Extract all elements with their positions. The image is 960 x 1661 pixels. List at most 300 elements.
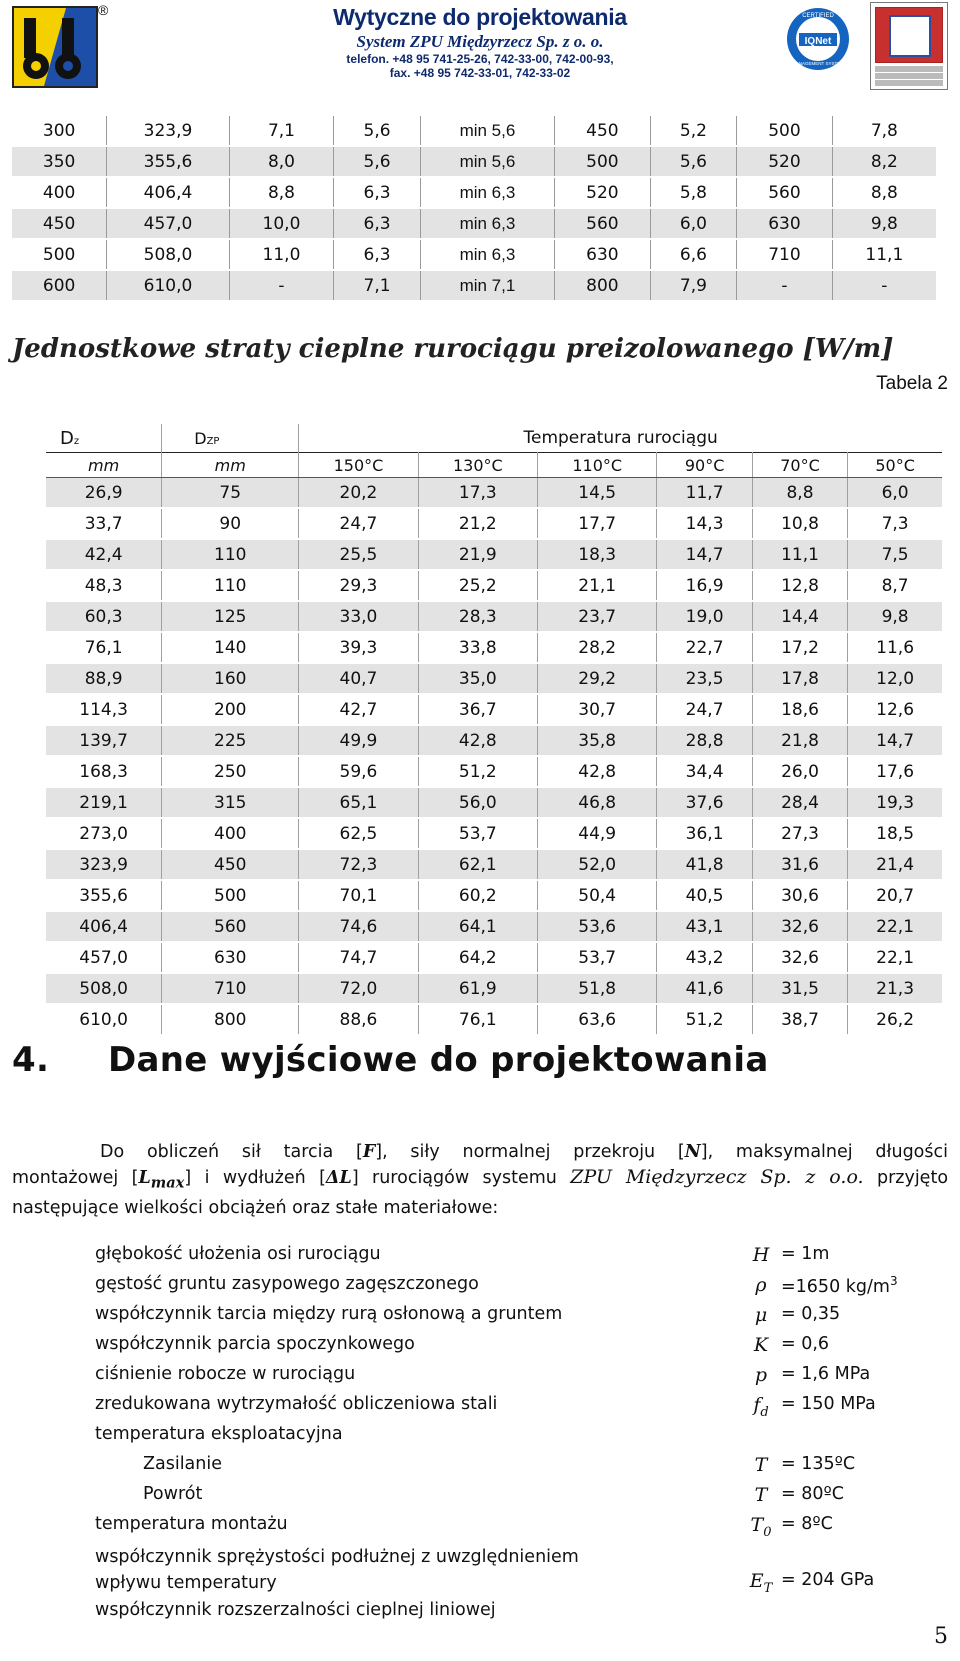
table-cell: 323,9 [46, 849, 162, 880]
table-cell: 28,2 [538, 632, 657, 663]
table-cell: 400 [12, 177, 107, 208]
table-cell: 19,0 [657, 601, 752, 632]
table-cell: 27,3 [752, 818, 847, 849]
table-cell: 219,1 [46, 787, 162, 818]
table-cell: 20,7 [848, 880, 942, 911]
table-cell: min 6,3 [420, 208, 554, 239]
table-cell: 5,6 [650, 146, 737, 177]
table-row [12, 208, 936, 239]
table-cell: 710 [162, 973, 299, 1004]
table-cell: 6,0 [848, 478, 942, 509]
table-cell: 40,5 [657, 880, 752, 911]
parameter-symbol: K [753, 1334, 769, 1356]
table-row [46, 880, 942, 911]
table-cell: 110 [162, 539, 299, 570]
table-cell: 14,3 [657, 508, 752, 539]
table-cell: 8,0 [229, 146, 334, 177]
table-cell: 33,7 [46, 508, 162, 539]
table-cell: 140 [162, 632, 299, 663]
table-cell: 12,0 [848, 663, 942, 694]
table-cell: 75 [162, 478, 299, 509]
table-cell: 14,7 [848, 725, 942, 756]
table-cell: 225 [162, 725, 299, 756]
certificate-fine-print [875, 65, 943, 87]
table-cell: 630 [162, 942, 299, 973]
parameter-row [95, 1300, 955, 1330]
table-cell: min 5,6 [420, 116, 554, 146]
parameter-row [95, 1330, 955, 1360]
table-cell: 37,6 [657, 787, 752, 818]
page-header [0, 0, 960, 92]
section-number: 4. [12, 1040, 50, 1080]
table-cell: 7,9 [650, 270, 737, 301]
parameter-value: = 0,35 [781, 1304, 841, 1324]
table-cell: 200 [162, 694, 299, 725]
parameter-value: =1650 $kg/m^3$ [781, 1274, 898, 1297]
table-cell: 6,6 [650, 239, 737, 270]
table-cell: 76,1 [46, 632, 162, 663]
table-row [46, 570, 942, 601]
unit-cell: 90°C [657, 453, 752, 478]
table-cell: 39,3 [299, 632, 418, 663]
table-cell: 8,8 [229, 177, 334, 208]
table-cell: 9,8 [832, 208, 936, 239]
table-row [46, 601, 942, 632]
table-cell: 38,7 [752, 1004, 847, 1035]
table-cell: 70,1 [299, 880, 418, 911]
parameter-row [95, 1480, 955, 1510]
table-cell: 9,8 [848, 601, 942, 632]
table-cell: 74,7 [299, 942, 418, 973]
zpu-logo-icon [14, 8, 96, 86]
iqnet-badge-label: IQNet [804, 36, 832, 47]
parameter-value: = 1m [781, 1244, 830, 1264]
table-cell: min 5,6 [420, 146, 554, 177]
table-cell: 11,7 [657, 478, 752, 509]
table-cell: 17,7 [538, 508, 657, 539]
table-cell: 8,8 [832, 177, 936, 208]
table-row [46, 539, 942, 570]
table-cell: min 7,1 [420, 270, 554, 301]
section-title: Dane wyjściowe do projektowania [108, 1040, 769, 1080]
parameter-symbol: p [754, 1364, 768, 1386]
parameter-symbol: ρ [755, 1274, 767, 1296]
parameter-label: współczynnik tarcia między rurą osłonową a gruntem [95, 1304, 563, 1324]
table-cell: 32,6 [752, 942, 847, 973]
table-cell: 24,7 [657, 694, 752, 725]
table-cell: 26,2 [848, 1004, 942, 1035]
table-cell: 560 [555, 208, 651, 239]
table-cell: 25,5 [299, 539, 418, 570]
table-cell: 18,3 [538, 539, 657, 570]
parameter-symbol: T [754, 1484, 768, 1506]
table-row [46, 973, 942, 1004]
table-cell: 14,7 [657, 539, 752, 570]
table-cell: 508,0 [107, 239, 230, 270]
table-cell: 7,1 [334, 270, 421, 301]
table-cell: 457,0 [107, 208, 230, 239]
table-cell: 12,6 [848, 694, 942, 725]
unit-cell: 130°C [418, 453, 537, 478]
intro-paragraph: Do obliczeń sił tarcia [F], siły normalnej przekroju [N], maksymalnej długości montażowej $[L_{max}]$ i wydłużeń [ΔL] rurociągów systemu ZPU Międzyrzecz Sp. z o.o. przyjęto następujące wielkości obciążeń oraz stałe materiałowe: [12, 1142, 949, 1218]
table-cell: 8,8 [752, 478, 847, 509]
table-row [12, 116, 936, 146]
table-cell: 88,9 [46, 663, 162, 694]
table-cell: 30,7 [538, 694, 657, 725]
table-cell: 72,3 [299, 849, 418, 880]
table-cell: 33,8 [418, 632, 537, 663]
table-row [12, 146, 936, 177]
table-cell: 35,0 [418, 663, 537, 694]
table-cell: 17,2 [752, 632, 847, 663]
table-cell: 10,0 [229, 208, 334, 239]
table-cell: 28,8 [657, 725, 752, 756]
table-cell: 7,8 [832, 116, 936, 146]
table-cell: 355,6 [107, 146, 230, 177]
unit-cell: 150°C [299, 453, 418, 478]
table-cell: 7,3 [848, 508, 942, 539]
table-cell: 56,0 [418, 787, 537, 818]
table-cell: 8,7 [848, 570, 942, 601]
dzp-header: DZP [162, 424, 299, 453]
table-cell: 35,8 [538, 725, 657, 756]
parameter-label: Zasilanie [143, 1454, 222, 1474]
table-cell: 8,2 [832, 146, 936, 177]
table-cell: 63,6 [538, 1004, 657, 1035]
iqnet-ring-text: CERTIFIED [802, 13, 834, 19]
table-cell: 250 [162, 756, 299, 787]
table-cell: 14,4 [752, 601, 847, 632]
company-name: System ZPU Międzyrzecz Sp. z o. o. [356, 32, 604, 51]
table-cell: - [832, 270, 936, 301]
table-cell: 42,7 [299, 694, 418, 725]
parameter-value: = 80ºC [781, 1484, 844, 1504]
table-cell: 19,3 [848, 787, 942, 818]
table-cell: 350 [12, 146, 107, 177]
table-cell: 21,1 [538, 570, 657, 601]
table-cell: 125 [162, 601, 299, 632]
table-cell: 457,0 [46, 942, 162, 973]
table-cell: 60,3 [46, 601, 162, 632]
table-cell: 62,5 [299, 818, 418, 849]
system-certificate-badge [870, 2, 948, 90]
table-row [46, 1004, 942, 1035]
table-cell: 17,3 [418, 478, 537, 509]
parameter-value: = 1,6 MPa [781, 1364, 871, 1384]
parameter-label: współczynnik sprężystości podłużnej z uwzględnieniem wpływu temperatury [95, 1547, 579, 1593]
parameter-label: Powrót [143, 1484, 203, 1504]
parameter-row [95, 1270, 955, 1300]
table-cell: 72,0 [299, 973, 418, 1004]
table-cell: 43,2 [657, 942, 752, 973]
table-cell: 5,6 [334, 116, 421, 146]
design-parameters-list [95, 1240, 955, 1626]
table-cell: 59,6 [299, 756, 418, 787]
table-cell: 51,2 [418, 756, 537, 787]
table-cell: 41,6 [657, 973, 752, 1004]
table-cell: 49,9 [299, 725, 418, 756]
units-row [46, 453, 942, 478]
table-cell: 53,7 [418, 818, 537, 849]
parameter-value: = 8ºC [781, 1514, 833, 1534]
parameter-label: temperatura eksploatacyjna [95, 1424, 343, 1444]
table-cell: 29,2 [538, 663, 657, 694]
table-cell: 450 [12, 208, 107, 239]
table-cell: 168,3 [46, 756, 162, 787]
table-cell: 46,8 [538, 787, 657, 818]
table-cell: 18,6 [752, 694, 847, 725]
table-cell: 64,2 [418, 942, 537, 973]
table-cell: 7,5 [848, 539, 942, 570]
table-row [12, 270, 936, 301]
table-cell: 16,9 [657, 570, 752, 601]
table-cell: 25,2 [418, 570, 537, 601]
parameter-row [95, 1240, 955, 1270]
heat-loss-table [46, 424, 942, 1036]
table-cell: 21,4 [848, 849, 942, 880]
table-cell: 520 [555, 177, 651, 208]
table-cell: 6,0 [650, 208, 737, 239]
parameter-label: ciśnienie robocze w rurociągu [95, 1364, 356, 1384]
table-cell: 76,1 [418, 1004, 537, 1035]
table-cell: 30,6 [752, 880, 847, 911]
table-cell: 34,4 [657, 756, 752, 787]
table-cell: 61,9 [418, 973, 537, 1004]
table-cell: 110 [162, 570, 299, 601]
table-cell: 273,0 [46, 818, 162, 849]
table-cell: 17,8 [752, 663, 847, 694]
table-cell: 22,1 [848, 911, 942, 942]
table-cell: 21,3 [848, 973, 942, 1004]
table-cell: 14,5 [538, 478, 657, 509]
table-cell: 43,1 [657, 911, 752, 942]
table-cell: 560 [737, 177, 833, 208]
table-cell: 33,0 [299, 601, 418, 632]
table-cell: 400 [162, 818, 299, 849]
table-cell: - [737, 270, 833, 301]
table-cell: 24,7 [299, 508, 418, 539]
table-cell: 28,4 [752, 787, 847, 818]
table-cell: 29,3 [299, 570, 418, 601]
table-cell: 300 [12, 116, 107, 146]
table-cell: 42,8 [418, 725, 537, 756]
table-cell: 17,6 [848, 756, 942, 787]
table-cell: 23,7 [538, 601, 657, 632]
heat-loss-heading: Jednostkowe straty cieplne rurociągu preizolowanego [W/m] [12, 334, 894, 364]
table-cell: 10,8 [752, 508, 847, 539]
table-cell: 11,0 [229, 239, 334, 270]
table-cell: 36,1 [657, 818, 752, 849]
table-cell: 52,0 [538, 849, 657, 880]
table-row [46, 787, 942, 818]
table-cell: 22,7 [657, 632, 752, 663]
parameter-label: temperatura montażu [95, 1514, 288, 1534]
pipe-dimensions-table [12, 116, 936, 302]
dz-header: Dz [46, 424, 162, 453]
table-cell: 630 [555, 239, 651, 270]
table-cell: 139,7 [46, 725, 162, 756]
parameter-row [95, 1360, 955, 1390]
temperature-header: Temperatura rurociągu [523, 428, 718, 448]
table-cell: 90 [162, 508, 299, 539]
parameter-value: = 150 MPa [781, 1394, 876, 1414]
table-cell: 610,0 [46, 1004, 162, 1035]
table-cell: 28,3 [418, 601, 537, 632]
table-cell: 53,6 [538, 911, 657, 942]
unit-cell: mm [46, 453, 162, 478]
table-cell: 18,5 [848, 818, 942, 849]
table-cell: 560 [162, 911, 299, 942]
table-cell: 48,3 [46, 570, 162, 601]
table-label: Tabela 2 [876, 373, 948, 394]
parameter-row [95, 1596, 955, 1626]
table-cell: 26,9 [46, 478, 162, 509]
parameter-row [95, 1390, 955, 1420]
table-cell: 64,1 [418, 911, 537, 942]
unit-cell: 110°C [538, 453, 657, 478]
table-cell: 323,9 [107, 116, 230, 146]
table-cell: 31,5 [752, 973, 847, 1004]
registered-mark: ® [98, 2, 109, 18]
parameter-symbol: $E_T$ [749, 1570, 773, 1596]
table-cell: 6,3 [334, 239, 421, 270]
table-row [46, 849, 942, 880]
table-cell: 62,1 [418, 849, 537, 880]
unit-cell: 70°C [752, 453, 847, 478]
table-cell: 500 [737, 116, 833, 146]
table-cell: 23,5 [657, 663, 752, 694]
parameter-row [95, 1510, 955, 1540]
section-4-heading [12, 1040, 769, 1080]
table-cell: 114,3 [46, 694, 162, 725]
table-cell: 65,1 [299, 787, 418, 818]
parameter-value: = 135ºC [781, 1454, 856, 1474]
table-row [46, 663, 942, 694]
parameter-symbol: $f_d$ [753, 1394, 769, 1420]
parameter-value: = 0,6 [781, 1334, 830, 1354]
table-row [46, 911, 942, 942]
table-cell: 36,7 [418, 694, 537, 725]
table-cell: 12,8 [752, 570, 847, 601]
table-cell: 500 [555, 146, 651, 177]
table-cell: 21,9 [418, 539, 537, 570]
table-cell: 11,6 [848, 632, 942, 663]
table-cell: 88,6 [299, 1004, 418, 1035]
table-cell: 21,8 [752, 725, 847, 756]
table-cell: 450 [555, 116, 651, 146]
table-cell: 51,8 [538, 973, 657, 1004]
table-cell: 6,3 [334, 177, 421, 208]
table-row [46, 818, 942, 849]
document-title: Wytyczne do projektowania [333, 4, 627, 30]
table-cell: 40,7 [299, 663, 418, 694]
table-cell: 20,2 [299, 478, 418, 509]
table-cell: 11,1 [752, 539, 847, 570]
table-cell: 500 [162, 880, 299, 911]
table-cell: - [229, 270, 334, 301]
parameter-label: gęstość gruntu zasypowego zagęszczonego [95, 1274, 479, 1294]
certificate-eagle-icon [889, 15, 931, 57]
table-header-row [46, 424, 942, 453]
company-logo [12, 6, 98, 88]
parameter-symbol: $T_0$ [750, 1514, 772, 1540]
table-cell: 710 [737, 239, 833, 270]
table-cell: 520 [737, 146, 833, 177]
table-row [46, 508, 942, 539]
table-cell: min 6,3 [420, 239, 554, 270]
header-title-block [270, 4, 690, 80]
iqnet-certificate-badge [785, 6, 851, 76]
table-cell: 32,6 [752, 911, 847, 942]
parameter-label: zredukowana wytrzymałość obliczeniowa stali [95, 1394, 498, 1414]
table-row [46, 478, 942, 509]
table-cell: 26,0 [752, 756, 847, 787]
table-cell: 355,6 [46, 880, 162, 911]
table-cell: 600 [12, 270, 107, 301]
table-cell: 5,2 [650, 116, 737, 146]
iqnet-bottom-text: MANAGEMENT SYSTEM [792, 61, 844, 66]
parameter-symbol: H [752, 1244, 770, 1266]
table-cell: 74,6 [299, 911, 418, 942]
table-cell: 44,9 [538, 818, 657, 849]
table-cell: 31,6 [752, 849, 847, 880]
table-row [46, 725, 942, 756]
fax-line: fax. +48 95 742-33-01, 742-33-02 [389, 66, 571, 80]
table-cell: 42,8 [538, 756, 657, 787]
table-cell: 160 [162, 663, 299, 694]
parameter-symbol: μ [754, 1304, 768, 1326]
table-cell: 7,1 [229, 116, 334, 146]
table-cell: 42,4 [46, 539, 162, 570]
parameter-row [95, 1540, 955, 1596]
parameter-label: współczynnik rozszerzalności cieplnej liniowej [95, 1600, 496, 1620]
table-row [46, 942, 942, 973]
table-cell: 60,2 [418, 880, 537, 911]
table-cell: 41,8 [657, 849, 752, 880]
table-row [46, 694, 942, 725]
parameter-value: = 204 GPa [781, 1570, 875, 1590]
unit-cell: mm [162, 453, 299, 478]
page-number: 5 [934, 1624, 948, 1649]
table-row [46, 632, 942, 663]
table-cell: 315 [162, 787, 299, 818]
table-cell: 21,2 [418, 508, 537, 539]
table-row [12, 177, 936, 208]
table-cell: 6,3 [334, 208, 421, 239]
table-cell: 50,4 [538, 880, 657, 911]
parameter-label: głębokość ułożenia osi rurociągu [95, 1244, 381, 1264]
table-cell: 800 [555, 270, 651, 301]
table-row [12, 239, 936, 270]
table-cell: 5,8 [650, 177, 737, 208]
parameter-label: współczynnik parcia spoczynkowego [95, 1334, 415, 1354]
parameter-row [95, 1450, 955, 1480]
phone-line: telefon. +48 95 741-25-26, 742-33-00, 742-00-93, [346, 52, 614, 66]
table-cell: 450 [162, 849, 299, 880]
table-cell: 51,2 [657, 1004, 752, 1035]
parameter-symbol: T [754, 1454, 768, 1476]
table-cell: min 6,3 [420, 177, 554, 208]
table-cell: 610,0 [107, 270, 230, 301]
table-row [46, 756, 942, 787]
table-cell: 500 [12, 239, 107, 270]
table-cell: 22,1 [848, 942, 942, 973]
table-cell: 5,6 [334, 146, 421, 177]
table-cell: 11,1 [832, 239, 936, 270]
table-cell: 508,0 [46, 973, 162, 1004]
table-cell: 630 [737, 208, 833, 239]
parameter-row [95, 1420, 955, 1450]
